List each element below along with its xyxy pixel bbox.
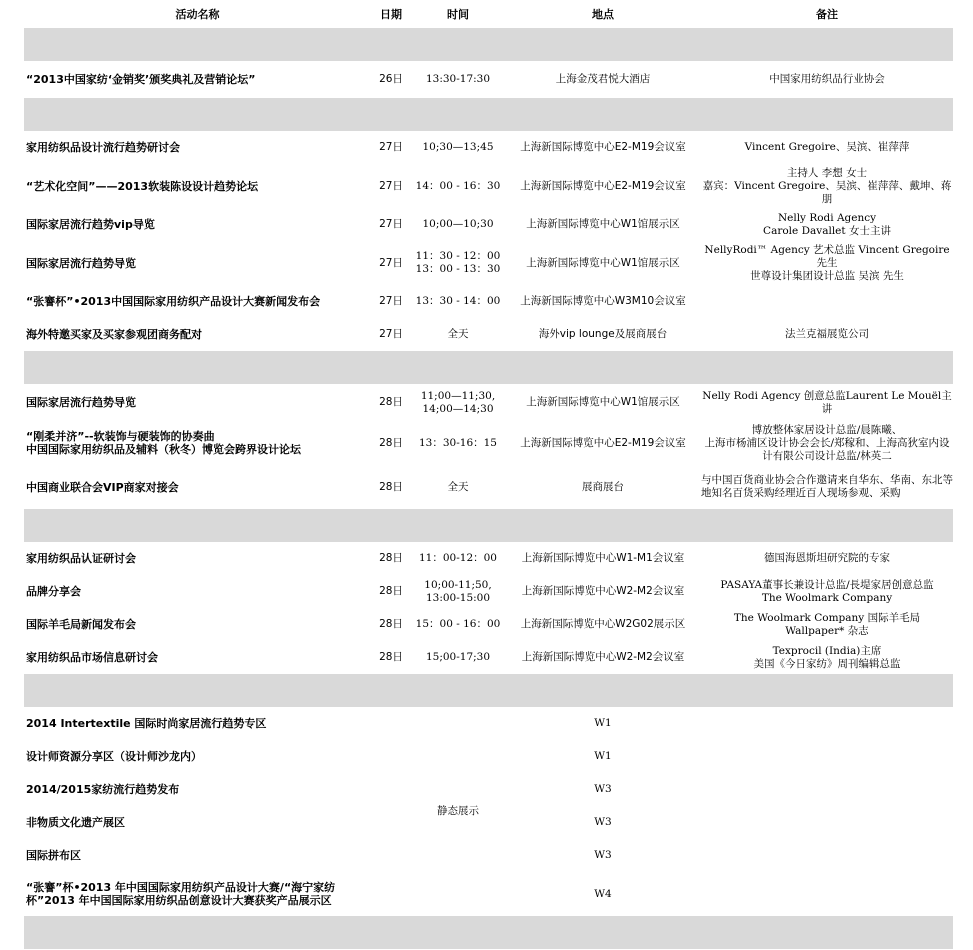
event-date: 27日 [379,295,403,307]
exhibit-note [701,872,953,916]
exhibit-date [371,773,411,806]
event-name: 家用纺织品设计流行趋势研讨会 [26,141,180,154]
header-time: 时间 [447,7,469,21]
event-row [24,318,953,351]
section-divider-cell [24,916,953,949]
event-venue: 上海金茂君悦大酒店 [555,73,651,85]
schedule-table [24,0,953,949]
event-time: 11：30 - 12：00 13：00 - 13：30 [415,250,501,275]
section-divider-cell [24,509,953,542]
event-date: 28日 [379,651,403,663]
header-venue: 地点 [592,7,614,21]
event-name: 中国商业联合会VIP商家对接会 [26,480,179,494]
event-date: 26日 [379,73,403,85]
event-name: 家用纺织品认证研讨会 [26,552,136,565]
schedule-body [24,28,953,949]
exhibit-venue: W3 [594,783,612,795]
event-row [24,241,953,285]
exhibit-note [701,806,953,839]
exhibit-venue: W4 [594,887,612,900]
section-divider [24,916,953,949]
static-display-label: 静态展示 [437,805,479,817]
event-name: 国际家居流行趋势导览 [26,396,136,409]
event-note: Nelly Rodi Agency Carole Davallet 女士主讲 [763,211,891,237]
event-row [24,641,953,674]
event-time: 10;00-11;50, 13:00-15:00 [424,578,492,604]
event-name: 家用纺织品市场信息研讨会 [26,651,158,664]
event-note: Texprocil (India)主席 美国《今日家纺》周刊编辑总监 [753,644,901,670]
header-row [24,0,953,28]
event-note: Nelly Rodi Agency 创意总监Laurent Le Mouël主讲 [702,389,952,415]
event-venue: 上海新国际博览中心E2-M19会议室 [520,179,686,192]
event-time: 10;30—13;45 [422,141,494,153]
exhibit-venue: W3 [594,816,612,828]
event-time: 13：30-16：15 [419,436,497,449]
event-name: 海外特邀买家及买家参观团商务配对 [26,328,202,341]
event-note: 博放整体家居设计总监/晨陈曦、 上海市杨浦区设计协会会长/郑稼和、上海高狄室内设计有限公司设计总监/林英二 [704,423,950,462]
event-name: “2013中国家纺‘金销奖’颁奖典礼及营销论坛” [26,73,256,86]
event-row [24,131,953,164]
header-note: 备注 [816,7,838,21]
event-venue: 上海新国际博览中心W1-M1会议室 [521,552,685,564]
event-note: PASAYA董事长兼设计总监/長堤家居创意总监 The Woolmark Company [720,578,934,604]
event-note: 法兰克福展览公司 [785,328,869,340]
exhibit-name: 设计师资源分享区（设计师沙龙内） [26,750,202,763]
section-divider-cell [24,351,953,384]
exhibit-date [371,707,411,740]
event-name: 国际家居流行趋势导览 [26,256,136,270]
event-time: 全天 [447,480,469,493]
event-row [24,575,953,608]
section-divider-cell [24,674,953,707]
section-divider-cell [24,28,953,61]
event-date: 27日 [379,328,403,340]
event-venue: 上海新国际博览中心W2-M2会议室 [521,651,685,663]
event-note: 主持人 李想 女士 嘉宾：Vincent Gregoire、吴滨、崔萍萍、戴坤、蒋朋 [702,166,952,205]
event-venue: 上海新国际博览中心W2G02展示区 [520,618,686,630]
exhibit-date [371,806,411,839]
event-time: 13：30 - 14：00 [415,295,501,307]
event-date: 28日 [379,436,403,449]
event-row [24,608,953,641]
header-name: 活动名称 [175,7,220,21]
event-time: 11;00—11;30, 14;00—14;30 [420,389,496,415]
event-venue: 上海新国际博览中心W3M10会议室 [520,295,686,307]
section-divider-cell [24,98,953,131]
event-time: 11：00-12：00 [419,552,497,564]
event-date: 28日 [379,480,403,493]
event-name: “刚柔并济”--软装饰与硬装饰的协奏曲 中国国际家用纺织品及辅料（秋冬）博览会跨界设计论坛 [26,430,301,456]
event-time: 15;00-17;30 [425,651,491,663]
exhibit-note [701,773,953,806]
exhibit-name: 2014 Intertextile 国际时尚家居流行趋势专区 [26,717,267,730]
exhibit-venue: W1 [594,750,612,762]
event-date: 27日 [379,141,403,153]
event-row [24,465,953,509]
exhibit-venue: W1 [594,717,612,729]
event-date: 28日 [379,552,403,564]
event-note: 德国海恩斯坦研究院的专家 [764,552,890,564]
event-row [24,421,953,465]
event-name: 国际羊毛局新闻发布会 [26,618,136,631]
exhibit-name: 非物质文化遗产展区 [26,816,125,829]
section-divider [24,509,953,542]
event-time: 13:30-17:30 [425,73,491,85]
event-date: 27日 [379,179,403,192]
event-note [701,285,953,318]
event-row [24,164,953,208]
event-date: 27日 [379,218,403,230]
event-time: 10;00—10;30 [422,218,494,230]
event-date: 28日 [379,396,403,408]
event-venue: 展商展台 [582,480,624,493]
event-note: 与中国百货商业协会合作邀请来自华东、华南、东北等地知名百货采购经理近百人现场参观、采购 [701,474,953,499]
event-time: 14：00 - 16：30 [415,179,501,192]
event-venue: 上海新国际博览中心E2-M19会议室 [520,436,686,449]
exhibit-date [371,740,411,773]
event-row [24,542,953,575]
exhibit-venue: W3 [594,849,612,861]
exhibit-note [701,707,953,740]
event-note: The Woolmark Company 国际羊毛局 Wallpaper* 杂志 [733,611,921,637]
event-note: NellyRodi™ Agency 艺术总监 Vincent Gregoire 先生 世尊设计集团设计总监 吴滨 先生 [704,243,950,282]
exhibit-date [371,839,411,872]
event-row [24,285,953,318]
exhibit-name: “张謇”杯•2013 年中国国际家用纺织产品设计大赛/“海宁家纺杯”2013 年中国国际家用纺织品创意设计大赛获奖产品展示区 [26,881,336,907]
event-name: “艺术化空间”——2013软装陈设设计趋势论坛 [26,179,259,193]
exhibit-name: 2014/2015家纺流行趋势发布 [26,783,180,796]
event-note: 中国家用纺织品行业协会 [769,73,885,85]
event-name: 国际家居流行趋势vip导览 [26,218,155,231]
event-row [24,384,953,421]
event-time: 15：00 - 16：00 [415,618,501,630]
event-row [24,61,953,98]
event-venue: 上海新国际博览中心W1馆展示区 [526,256,680,269]
section-divider [24,28,953,61]
section-divider [24,98,953,131]
static-exhibit-row [24,707,953,740]
event-venue: 海外vip lounge及展商展台 [538,328,668,340]
event-date: 28日 [379,585,403,597]
event-date: 28日 [379,618,403,630]
event-date: 27日 [379,256,403,269]
event-note: Vincent Gregoire、吴滨、崔萍萍 [744,141,910,153]
event-name: “张謇杯”•2013中国国际家用纺织产品设计大赛新闻发布会 [26,295,321,308]
exhibit-date [371,872,411,916]
event-row [24,208,953,241]
event-venue: 上海新国际博览中心W1馆展示区 [526,396,680,408]
event-venue: 上海新国际博览中心W1馆展示区 [526,218,680,230]
section-divider [24,674,953,707]
exhibit-note [701,839,953,872]
exhibit-note [701,740,953,773]
section-divider [24,351,953,384]
event-venue: 上海新国际博览中心W2-M2会议室 [521,585,685,597]
event-venue: 上海新国际博览中心E2-M19会议室 [520,141,686,153]
event-name: 品牌分享会 [26,585,81,598]
exhibit-name: 国际拼布区 [26,849,81,862]
header-date: 日期 [380,7,402,21]
event-time: 全天 [447,328,469,340]
